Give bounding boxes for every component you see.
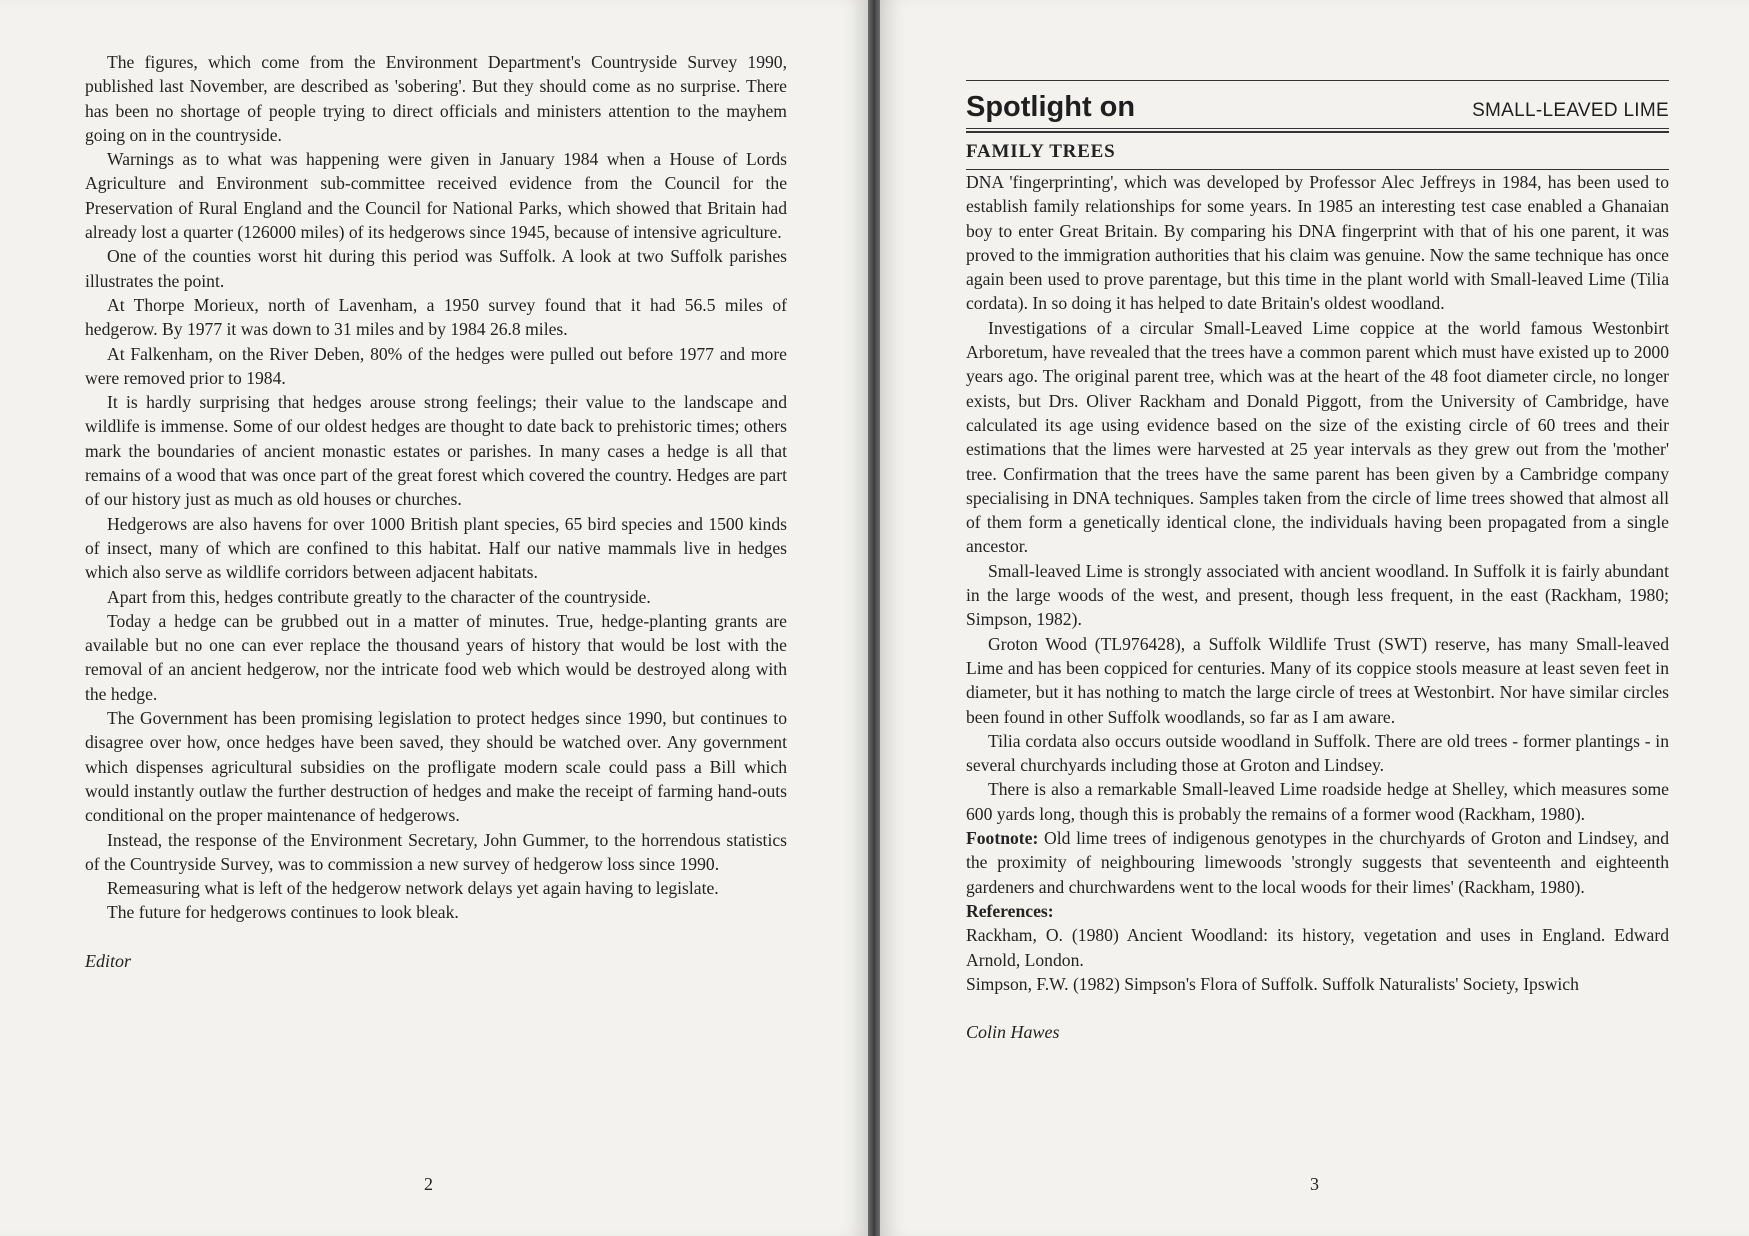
paragraph: The Government has been promising legislation to protect hedges since 1990, but continues to disagree over how, once hedges have been saved, they should be watched over. Any government which dispenses agricultural subsidies on the profligate modern scale could pass a Bill which would instantly outlaw the further destruction of hedges and make the receipt of farming hand-outs conditional on the proper maintenance of hedgerows. (85, 708, 787, 826)
paragraph: Remeasuring what is left of the hedgerow network delays yet again having to legislate. (107, 878, 719, 899)
right-page (880, 0, 1749, 1236)
page-number-left: 2 (424, 1174, 433, 1194)
spotlight-title: Spotlight on (966, 91, 1136, 123)
editor-signature: Editor (85, 950, 132, 971)
footnote-label: Footnote: (966, 828, 1039, 849)
paragraph: There is also a remarkable Small-leaved Lime roadside hedge at Shelley, which measures some 600 yards long, though this is probably the remains of a former wood (Rackham, 1980). (966, 779, 1669, 824)
header-rule-double (966, 131, 1669, 133)
paragraph: Investigations of a circular Small-Leaved Lime coppice at the world famous Westonbirt Arboretum, have revealed that the trees have a common parent which must have existed up to 2000 years ago. The original parent tree, which was at the heart of the 48 foot diameter circle, no longer exists, but Drs. Oliver Rackham and Donald Piggott, from the University of Cambridge, have calculated its age using evidence based on the size of the existing circle of 60 trees and their estimations that the limes were harvested at 25 year intervals as they grew out from the 'mother' tree. Confirmation that the trees have the same parent has been given by a Cambridge company specialising in DNA techniques. Samples taken from the circle of lime trees showed that almost all of them form a genetically identical clone, the individuals having been propagated from a single ancestor. (966, 317, 1669, 557)
spotlight-header (966, 91, 1669, 124)
paragraph: Hedgerows are also havens for over 1000 British plant species, 65 bird species and 1500 kinds of insect, many of which are confined to this habitat. Half our native mammals live in hedges which also serve as wildlife corridors between adjacent habitats. (85, 513, 787, 583)
spotlight-article (966, 80, 1669, 1043)
author-signature: Colin Hawes (966, 1022, 1060, 1043)
paragraph: DNA 'fingerprinting', which was developed by Professor Alec Jeffreys in 1984, has been used to establish family relationships for some years. In 1985 an interesting test case enabled a Ghanaian boy to enter Great Britain. By comparing his DNA fingerprint with that of his one parent, it was proved to the immigration authorities that his claim was genuine. Now the same technique has once again been used to prove parentage, but this time in the plant world with Small-leaved Lime (Tilia cordata). In so doing it has helped to date Britain's oldest woodland. (966, 172, 1669, 314)
paragraph: Today a hedge can be grubbed out in a matter of minutes. True, hedge-planting grants are available but no one can ever replace the thousand years of history that would be lost with the removal of an ancient hedgerow, nor the intricate food web which would be destroyed along with the hedge. (85, 610, 787, 704)
article-body (966, 170, 1669, 899)
left-page (0, 0, 868, 1236)
header-rule-mid (966, 128, 1669, 129)
paragraph: Apart from this, hedges contribute greatly to the character of the countryside. (107, 586, 651, 607)
references-heading: References: (966, 900, 1054, 921)
paragraph: Instead, the response of the Environment Secretary, John Gummer, to the horrendous statistics of the Countryside Survey, was to commission a new survey of hedgerow loss since 1990. (85, 829, 787, 874)
editorial-column (85, 50, 787, 972)
book-gutter (868, 0, 880, 1236)
section-heading: FAMILY TREES (966, 141, 1116, 162)
reference-item: Rackham, O. (1980) Ancient Woodland: its history, vegetation and uses in England. Edward Arnold, London. (966, 925, 1669, 970)
paragraph: One of the counties worst hit during this period was Suffolk. A look at two Suffolk parishes illustrates the point. (85, 246, 787, 291)
paragraph: Groton Wood (TL976428), a Suffolk Wildlife Trust (SWT) reserve, has many Small-leaved Lime and has been coppiced for centuries. Many of its coppice stools measure at least seven feet in diameter, but it has nothing to match the large circle of trees at Westonbirt. Nor have similar circles been found in other Suffolk woodlands, so far as I am aware. (966, 633, 1669, 727)
paragraph: The future for hedgerows continues to look bleak. (107, 902, 459, 923)
footnote-text: Old lime trees of indigenous genotypes in the churchyards of Groton and Lindsey, and the proximity of neighbouring limewoods 'strongly suggests that seventeenth and eighteenth gardeners and churchwardens went to the local woods for their limes' (Rackham, 1980). (966, 828, 1669, 897)
paragraph: Small-leaved Lime is strongly associated with ancient woodland. In Suffolk it is fairly abundant in the large woods of the west, and present, though less frequent, in the east (Rackham, 1980; Simpson, 1982). (966, 560, 1669, 630)
page-number-right: 3 (1310, 1174, 1319, 1194)
paragraph: At Falkenham, on the River Deben, 80% of the hedges were pulled out before 1977 and more were removed prior to 1984. (85, 343, 787, 388)
footnote (966, 826, 1669, 899)
paragraph: Warnings as to what was happening were given in January 1984 when a House of Lords Agriculture and Environment sub-committee received evidence from the Council for the Preservation of Rural England and the Council for National Parks, which showed that Britain had already lost a quarter (126000 miles) of its hedgerows since 1945, because of intensive agriculture. (85, 149, 787, 243)
paragraph: Tilia cordata also occurs outside woodland in Suffolk. There are old trees - former plantings - in several churchyards including those at Groton and Lindsey. (966, 730, 1669, 776)
header-rule-top (966, 80, 1669, 81)
paragraph: At Thorpe Morieux, north of Lavenham, a 1950 survey found that it had 56.5 miles of hedgerow. By 1977 it was down to 31 miles and by 1984 26.8 miles. (85, 294, 787, 340)
paragraph: The figures, which come from the Environment Department's Countryside Survey 1990, published last November, are described as 'sobering'. But they should come as no surprise. There has been no shortage of people trying to direct officials and ministers attention to the mayhem going on in the countryside. (85, 52, 787, 145)
paragraph: It is hardly surprising that hedges arouse strong feelings; their value to the landscape and wildlife is immense. Some of our oldest hedges are thought to date back to prehistoric times; others mark the boundaries of ancient monastic estates or parishes. In many cases a hedge is all that remains of a wood that was once part of the great forest which covered the country. Hedges are part of our history just as much as old houses or churches. (85, 392, 787, 510)
spotlight-subject: SMALL-LEAVED LIME (1472, 100, 1669, 121)
reference-item: Simpson, F.W. (1982) Simpson's Flora of Suffolk. Suffolk Naturalists' Society, Ipswich (966, 973, 1579, 994)
